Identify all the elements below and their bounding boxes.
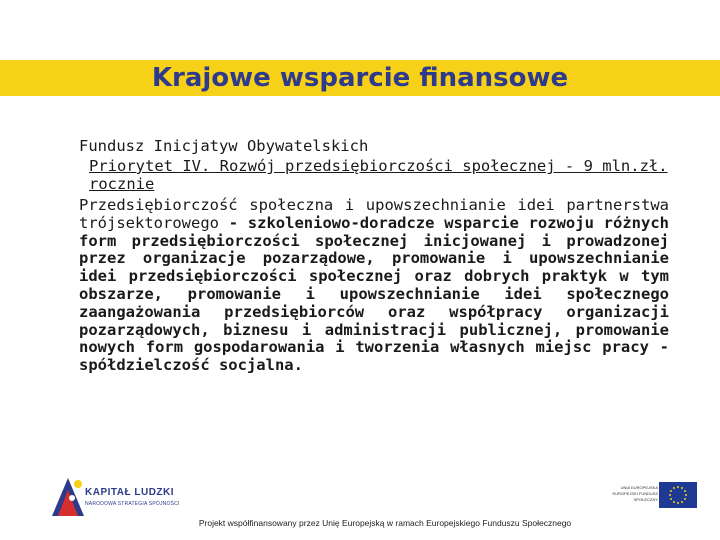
page-title: Krajowe wsparcie finansowe: [151, 63, 569, 93]
fund-name: Fundusz Inicjatyw Obywatelskich: [79, 137, 369, 155]
eu-flag-icon: [659, 482, 697, 508]
eu-label: UNIA EUROPEJSKA EUROPEJSKI FUNDUSZ SPOŁECZNY: [612, 485, 658, 502]
priority-line: Priorytet IV. Rozwój przedsiębiorczości społecznej - 9 mln.zł. rocznie: [89, 157, 668, 193]
description-paragraph: [79, 197, 669, 375]
content-block: [79, 135, 669, 375]
logo-title: KAPITAŁ LUDZKI: [85, 487, 175, 498]
description-body: - szkoleniowo-doradcze wsparcie rozwoju różnych form przedsiębiorczości społecznej inicjowanej i prowadzonej przez organizacje pozarządowe, promowanie i upowszechnianie idei przedsiębiorczości społecznej oraz dobrych praktyk w tym obszarze, promowanie i upowszechnianie idei społecznego zaangażowania przedsiębiorców oraz współpracy organizacji pozarządowych, biznesu i administracji publicznej, promowanie nowych form gospodarowania i tworzenia własnych miejsc pracy - spółdzielczość socjalna.: [79, 213, 669, 375]
description-lead: Przedsiębiorczość społeczna i upowszechnianie idei partnerstwa trójsektorowego: [79, 196, 669, 232]
logo-subtitle: NARODOWA STRATEGIA SPÓJNOŚCI: [85, 501, 180, 507]
footer-text: Projekt współfinansowany przez Unię Europejską w ramach Europejskiego Funduszu Społecznego: [198, 518, 572, 528]
